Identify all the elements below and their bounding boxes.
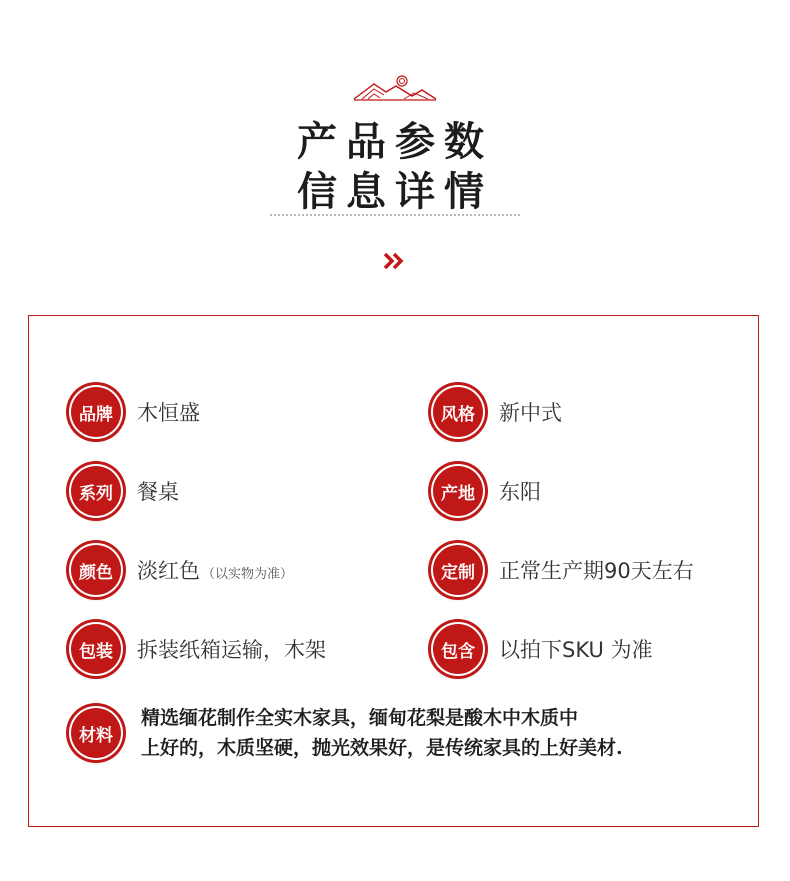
param-color-value: 淡红色 [137, 559, 200, 583]
dotted-divider [270, 214, 520, 216]
param-brand [69, 385, 200, 439]
param-origin-value: 东阳 [499, 480, 541, 504]
param-brand-value: 木恒盛 [137, 401, 200, 425]
param-style [431, 385, 562, 439]
page-title-line2: 信息详情 [297, 168, 493, 215]
param-brand-badge: 品牌 [69, 385, 123, 439]
param-packing-value: 拆装纸箱运输，木架 [137, 638, 326, 662]
params-panel [28, 315, 759, 827]
param-material-badge: 材料 [69, 706, 123, 760]
param-included [431, 622, 653, 676]
param-material-line2: 上好的，木质坚硬，抛光效果好，是传统家具的上好美材. [141, 737, 623, 759]
param-style-value: 新中式 [499, 401, 562, 425]
param-custom-value: 正常生产期90天左右 [499, 559, 694, 583]
param-included-value: 以拍下SKU 为准 [499, 638, 653, 662]
param-material-line1: 精选缅花制作全实木家具，缅甸花梨是酸木中木质中 [141, 707, 579, 729]
page-title-line1: 产品参数 [297, 118, 493, 165]
param-style-badge: 风格 [431, 385, 485, 439]
param-color-badge: 颜色 [69, 543, 123, 597]
param-origin-badge: 产地 [431, 464, 485, 518]
param-material-description [141, 703, 741, 763]
param-packing [69, 622, 326, 676]
param-origin [431, 464, 541, 518]
param-color [69, 543, 293, 597]
param-series-badge: 系列 [69, 464, 123, 518]
param-packing-badge: 包装 [69, 622, 123, 676]
mountain-sun-logo-icon [352, 74, 438, 102]
param-color-note: （以实物为准） [202, 567, 294, 582]
param-series [69, 464, 179, 518]
param-included-badge: 包含 [431, 622, 485, 676]
param-material [69, 703, 741, 763]
param-custom-badge: 定制 [431, 543, 485, 597]
double-chevron-right-icon [383, 251, 407, 271]
param-custom [431, 543, 694, 597]
param-color-value-wrap [137, 555, 293, 585]
param-series-value: 餐桌 [137, 480, 179, 504]
